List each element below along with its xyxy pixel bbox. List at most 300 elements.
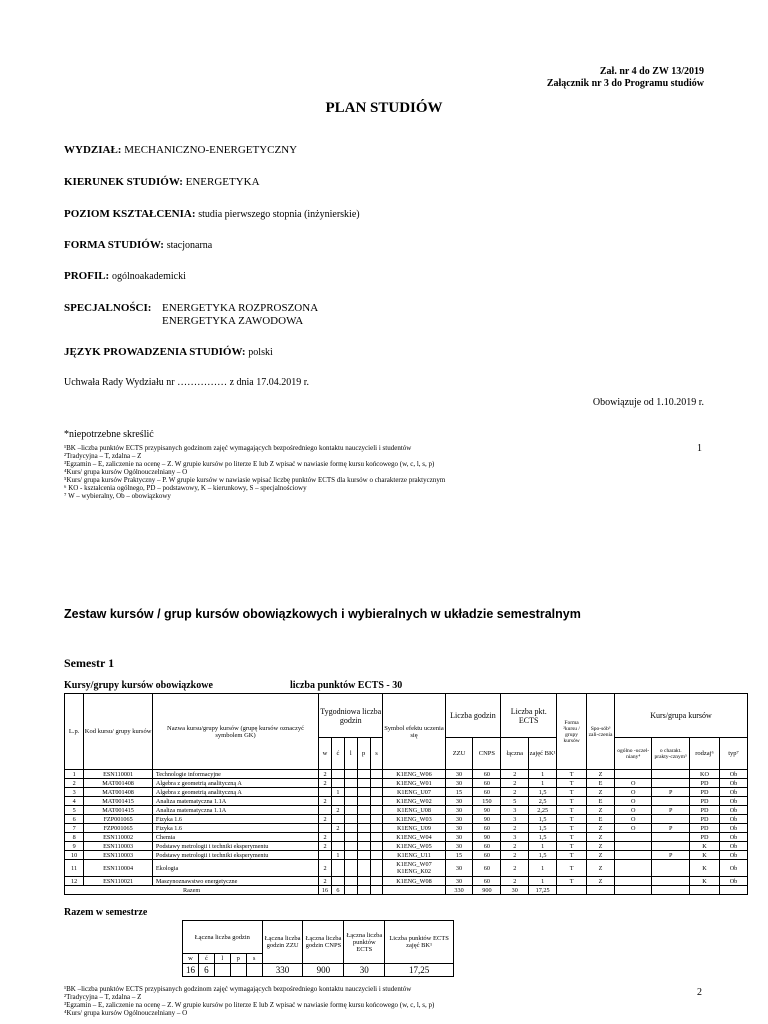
cell-kod: ESN110004 bbox=[84, 860, 153, 877]
cell-sposob: Z bbox=[587, 833, 615, 842]
cell-c: 1 bbox=[331, 788, 344, 797]
document-reference bbox=[547, 66, 704, 90]
cell-cnps: 60 bbox=[473, 860, 501, 877]
cell-zzu: 30 bbox=[445, 833, 473, 842]
cell-lp: 4 bbox=[65, 797, 84, 806]
summary-p: p bbox=[230, 954, 246, 964]
cell-lp: 2 bbox=[65, 779, 84, 788]
cell-p bbox=[357, 824, 370, 833]
cell-bk: 1,5 bbox=[529, 824, 557, 833]
cell-lp: 7 bbox=[65, 824, 84, 833]
cell-l bbox=[344, 860, 357, 877]
attachment-line-2: Załącznik nr 3 do Programu studiów bbox=[546, 78, 704, 89]
cell-cnps: 90 bbox=[473, 806, 501, 815]
cell-forma: T bbox=[557, 860, 587, 877]
cell-l bbox=[344, 797, 357, 806]
header-bk: zajęć BK¹ bbox=[529, 738, 557, 770]
cell-w: 2 bbox=[319, 815, 332, 824]
cell-cnps: 60 bbox=[473, 851, 501, 860]
table-row bbox=[65, 815, 748, 824]
cell-ects: 3 bbox=[501, 815, 529, 824]
cell-symbol: K1ENG_W04 bbox=[383, 833, 445, 842]
summary-l: l bbox=[214, 954, 230, 964]
course-rows bbox=[65, 770, 748, 886]
cell-p bbox=[357, 770, 370, 779]
cell-sposob: Z bbox=[587, 842, 615, 851]
cell-rodzaj: KO bbox=[690, 770, 720, 779]
footnotes-page-2: ¹BK –liczba punktów ECTS przypisanych godzinom zajęć wymagających bezpośredniego kontaktu nauczycieli i studentów ²Tradycyjna – T, zdalna – Z ³Egzamin – E, zaliczenie na ocenę – Z. W grupie kursów po literze E lub Z wpisać w nawiasie formę kursu końcowego (w, c, l, s, p) ⁴Kurs/ grupa kursów Ogólnouczelniany – O bbox=[64, 985, 435, 1017]
header-hours: Liczba godzin bbox=[445, 694, 501, 738]
summary-value-bk: 17,25 bbox=[385, 964, 454, 977]
cell-zzu: 30 bbox=[445, 815, 473, 824]
cell-cnps: 90 bbox=[473, 833, 501, 842]
cell-typ: Ob bbox=[720, 833, 748, 842]
cell-p bbox=[357, 851, 370, 860]
total-zzu: 330 bbox=[445, 886, 473, 895]
cell-lp: 10 bbox=[65, 851, 84, 860]
header-total: łączna bbox=[501, 738, 529, 770]
table-row bbox=[65, 806, 748, 815]
header-kind: rodzaj⁶ bbox=[690, 738, 720, 770]
summary-value-zzu: 330 bbox=[262, 964, 303, 977]
cell-bk: 1,5 bbox=[529, 833, 557, 842]
cell-zzu: 15 bbox=[445, 788, 473, 797]
cell-p bbox=[357, 833, 370, 842]
cell-symbol: K1ENG_U09 bbox=[383, 824, 445, 833]
cell-ects: 2 bbox=[501, 860, 529, 877]
cell-kod: ESN110003 bbox=[84, 842, 153, 851]
cell-ects: 2 bbox=[501, 851, 529, 860]
header-course-name: Nazwa kursu/grupy kursów (grupę kursów oznaczyć symbolem GK) bbox=[152, 694, 318, 770]
header-ects: Liczba pkt. ECTS bbox=[501, 694, 557, 738]
cell-cnps: 60 bbox=[473, 788, 501, 797]
cell-forma: T bbox=[557, 806, 587, 815]
cell-typ: Ob bbox=[720, 806, 748, 815]
cell-sposob: Z bbox=[587, 877, 615, 886]
cell-symbol: K1ENG_U07 bbox=[383, 788, 445, 797]
effective-date: Obowiązuje od 1.10.2019 r. bbox=[592, 397, 704, 408]
table-row bbox=[65, 851, 748, 860]
cell-lp: 8 bbox=[65, 833, 84, 842]
header-l: l bbox=[344, 738, 357, 770]
specializations: SPECJALNOŚCI: bbox=[64, 302, 152, 314]
cell-l bbox=[344, 851, 357, 860]
cell-prakt bbox=[652, 860, 690, 877]
cell-l bbox=[344, 779, 357, 788]
cell-ogolno: O bbox=[614, 806, 652, 815]
cell-ects: 2 bbox=[501, 842, 529, 851]
summary-title: Razem w semestrze bbox=[64, 907, 148, 918]
page-number-1: 1 bbox=[697, 443, 702, 454]
field-of-study: KIERUNEK STUDIÓW: ENERGETYKA bbox=[64, 176, 260, 188]
language-field: JĘZYK PROWADZENIA STUDIÓW: polski bbox=[64, 346, 273, 358]
cell-nazwa: Algebra z geometrią analityczną A bbox=[152, 779, 318, 788]
cell-c bbox=[331, 770, 344, 779]
cell-ogolno bbox=[614, 851, 652, 860]
header-w: w bbox=[319, 738, 332, 770]
cell-w: 2 bbox=[319, 860, 332, 877]
header-form: Forma ²kursu / grupy kursów bbox=[557, 694, 587, 770]
cell-symbol: K1ENG_W05 bbox=[383, 842, 445, 851]
cell-zzu: 30 bbox=[445, 824, 473, 833]
resolution-line: Uchwała Rady Wydziału nr …………… z dnia 17.04.2019 r. bbox=[64, 377, 309, 388]
total-bk: 17,25 bbox=[529, 886, 557, 895]
cell-l bbox=[344, 842, 357, 851]
cell-s bbox=[370, 860, 383, 877]
summary-cnps-header: Łączna liczba godzin CNPS bbox=[303, 921, 344, 964]
cell-prakt bbox=[652, 833, 690, 842]
cell-bk: 2,5 bbox=[529, 797, 557, 806]
cell-s bbox=[370, 851, 383, 860]
cell-p bbox=[357, 842, 370, 851]
header-lp: L.p. bbox=[65, 694, 84, 770]
cell-w: 2 bbox=[319, 770, 332, 779]
cell-kod: ESN110002 bbox=[84, 833, 153, 842]
cell-forma: T bbox=[557, 788, 587, 797]
cell-rodzaj: PD bbox=[690, 806, 720, 815]
table-row bbox=[65, 842, 748, 851]
cell-ects: 2 bbox=[501, 788, 529, 797]
cell-sposob: Z bbox=[587, 770, 615, 779]
cell-symbol: K1ENG_U08 bbox=[383, 806, 445, 815]
cell-rodzaj: K bbox=[690, 842, 720, 851]
cell-lp: 9 bbox=[65, 842, 84, 851]
cell-c: 1 bbox=[331, 851, 344, 860]
cell-rodzaj: PD bbox=[690, 833, 720, 842]
cell-nazwa: Maszynoznawstwo energetyczne bbox=[152, 877, 318, 886]
summary-zzu-header: Łączna liczba godzin ZZU bbox=[262, 921, 303, 964]
header-weekly-hours: Tygodniowa liczba godzin bbox=[319, 694, 383, 738]
cell-p bbox=[357, 860, 370, 877]
cell-prakt bbox=[652, 842, 690, 851]
total-w: 16 bbox=[319, 886, 332, 895]
cell-typ: Ob bbox=[720, 797, 748, 806]
summary-w: w bbox=[183, 954, 199, 964]
cell-p bbox=[357, 877, 370, 886]
cell-ects: 2 bbox=[501, 770, 529, 779]
faculty-field: WYDZIAŁ: MECHANICZNO-ENERGETYCZNY bbox=[64, 144, 298, 156]
cell-l bbox=[344, 788, 357, 797]
cell-symbol: K1ENG_W07 K1ENG_K02 bbox=[383, 860, 445, 877]
cell-zzu: 30 bbox=[445, 797, 473, 806]
cell-c: 2 bbox=[331, 824, 344, 833]
cell-typ: Ob bbox=[720, 770, 748, 779]
summary-value-ects: 30 bbox=[344, 964, 385, 977]
cell-lp: 5 bbox=[65, 806, 84, 815]
cell-ects: 3 bbox=[501, 833, 529, 842]
summary-value-c: 6 bbox=[198, 964, 214, 977]
cell-s bbox=[370, 842, 383, 851]
cell-prakt bbox=[652, 815, 690, 824]
cell-s bbox=[370, 779, 383, 788]
cell-nazwa: Podstawy metrologii i techniki eksperymentu bbox=[152, 851, 318, 860]
cell-zzu: 30 bbox=[445, 779, 473, 788]
summary-value-w: 16 bbox=[183, 964, 199, 977]
cell-sposob: E bbox=[587, 797, 615, 806]
cell-typ: Ob bbox=[720, 877, 748, 886]
cell-nazwa: Fizyka 1.6 bbox=[152, 815, 318, 824]
cell-w bbox=[319, 824, 332, 833]
cell-typ: Ob bbox=[720, 860, 748, 877]
header-university-wide: ogólno -uczel-niany⁴ bbox=[614, 738, 652, 770]
cell-kod: MAT001408 bbox=[84, 788, 153, 797]
cell-nazwa: Podstawy metrologii i techniki eksperymentu bbox=[152, 842, 318, 851]
cell-kod: MAT001408 bbox=[84, 779, 153, 788]
cell-w bbox=[319, 851, 332, 860]
cell-forma: T bbox=[557, 877, 587, 886]
semester-summary-table bbox=[182, 920, 454, 977]
cell-ects: 2 bbox=[501, 779, 529, 788]
cell-bk: 2,25 bbox=[529, 806, 557, 815]
profile-field: PROFIL: ogólnoakademicki bbox=[64, 270, 186, 282]
cell-cnps: 60 bbox=[473, 824, 501, 833]
cell-ects: 5 bbox=[501, 797, 529, 806]
footnotes-page-1: ¹BK –liczba punktów ECTS przypisanych godzinom zajęć wymagających bezpośredniego kontaktu nauczycieli i studentów ²Tradycyjna – T, zdalna – Z ³Egzamin – E, zaliczenie na ocenę – Z. W grupie kursów po literze E lub Z wpisać w nawiasie formę kursu końcowego (w, c, l, s, p) ⁴Kurs/ grupa kursów Ogólnouczelniany – O ⁵Kurs/ grupa kursów Praktyczny – P. W grupie kursów w nawiasie wpisać liczbę punktów ECTS dla kursów o charakterze praktycznym ⁶ KO - kształcenia ogólnego, PD – podstawowy, K – kierunkowy, S – specjalnościowy ⁷ W – wybieralny, Ob – obowiązkowy bbox=[64, 444, 446, 500]
table-row bbox=[65, 779, 748, 788]
cell-ogolno: O bbox=[614, 788, 652, 797]
table-row bbox=[65, 877, 748, 886]
cell-cnps: 90 bbox=[473, 815, 501, 824]
cell-l bbox=[344, 806, 357, 815]
cell-symbol: K1ENG_W08 bbox=[383, 877, 445, 886]
summary-c: ć bbox=[198, 954, 214, 964]
cell-sposob: Z bbox=[587, 806, 615, 815]
cell-ogolno bbox=[614, 842, 652, 851]
study-form: FORMA STUDIÓW: stacjonarna bbox=[64, 239, 213, 251]
mandatory-courses-label: Kursy/grupy kursów obowiązkowe bbox=[64, 680, 213, 691]
specialization-list: ENERGETYKA ROZPROSZONA ENERGETYKA ZAWODOWA bbox=[162, 302, 319, 327]
total-ects: 30 bbox=[501, 886, 529, 895]
cell-s bbox=[370, 797, 383, 806]
cell-w: 2 bbox=[319, 877, 332, 886]
cell-bk: 1 bbox=[529, 842, 557, 851]
cell-kod: MAT001415 bbox=[84, 806, 153, 815]
cell-prakt: P bbox=[652, 806, 690, 815]
page-number-2: 2 bbox=[697, 987, 702, 998]
cell-ogolno: O bbox=[614, 824, 652, 833]
cell-typ: Ob bbox=[720, 851, 748, 860]
table-row bbox=[65, 788, 748, 797]
cell-ogolno bbox=[614, 833, 652, 842]
cell-forma: T bbox=[557, 851, 587, 860]
header-assessment: Spo-sób³ zali-czenia bbox=[587, 694, 615, 770]
total-label: Razem bbox=[65, 886, 319, 895]
cell-rodzaj: K bbox=[690, 860, 720, 877]
cell-prakt: P bbox=[652, 824, 690, 833]
cell-ogolno bbox=[614, 770, 652, 779]
cell-kod: ESN110001 bbox=[84, 770, 153, 779]
summary-hours-header: Łączna liczba godzin bbox=[183, 921, 263, 954]
header-type: typ⁷ bbox=[720, 738, 748, 770]
cell-s bbox=[370, 815, 383, 824]
cell-s bbox=[370, 824, 383, 833]
header-practical: o charakt. prakty-cznym⁵ bbox=[652, 738, 690, 770]
cell-c bbox=[331, 877, 344, 886]
cell-l bbox=[344, 833, 357, 842]
cell-zzu: 30 bbox=[445, 842, 473, 851]
cell-nazwa: Technologie informacyjne bbox=[152, 770, 318, 779]
course-plan-table bbox=[64, 693, 748, 895]
cell-w bbox=[319, 806, 332, 815]
cell-c bbox=[331, 815, 344, 824]
cell-kod: FZP001065 bbox=[84, 815, 153, 824]
cell-c bbox=[331, 842, 344, 851]
cell-zzu: 30 bbox=[445, 877, 473, 886]
cell-sposob: Z bbox=[587, 824, 615, 833]
cell-bk: 1,5 bbox=[529, 815, 557, 824]
header-course-group: Kurs/grupa kursów bbox=[614, 694, 747, 738]
table-row bbox=[65, 860, 748, 877]
cell-rodzaj: PD bbox=[690, 788, 720, 797]
cell-typ: Ob bbox=[720, 842, 748, 851]
cell-kod: ESN110021 bbox=[84, 877, 153, 886]
cell-bk: 1,5 bbox=[529, 851, 557, 860]
attachment-line-1: Zał. nr 4 do ZW 13/2019 bbox=[599, 66, 704, 77]
table-row bbox=[65, 824, 748, 833]
cell-w: 2 bbox=[319, 779, 332, 788]
cell-nazwa: Algebra z geometrią analityczną A bbox=[152, 788, 318, 797]
cell-w bbox=[319, 788, 332, 797]
cell-prakt: P bbox=[652, 788, 690, 797]
cell-prakt bbox=[652, 770, 690, 779]
cell-p bbox=[357, 815, 370, 824]
cell-s bbox=[370, 833, 383, 842]
cell-typ: Ob bbox=[720, 788, 748, 797]
cell-kod: ESN110003 bbox=[84, 851, 153, 860]
header-code: Kod kursu/ grupy kursów bbox=[84, 694, 153, 770]
cell-lp: 3 bbox=[65, 788, 84, 797]
cell-rodzaj: PD bbox=[690, 779, 720, 788]
cell-prakt bbox=[652, 797, 690, 806]
cell-bk: 1 bbox=[529, 779, 557, 788]
summary-bk-header: Liczba punktów ECTS zajęć BK¹ bbox=[385, 921, 454, 964]
cell-p bbox=[357, 797, 370, 806]
cell-sposob: E bbox=[587, 815, 615, 824]
cell-bk: 1 bbox=[529, 860, 557, 877]
cell-kod: FZP001065 bbox=[84, 824, 153, 833]
ects-total-label: liczba punktów ECTS - 30 bbox=[290, 680, 403, 691]
cell-symbol: K1ENG_U11 bbox=[383, 851, 445, 860]
cell-symbol: K1ENG_W02 bbox=[383, 797, 445, 806]
cell-cnps: 60 bbox=[473, 770, 501, 779]
cell-nazwa: Analiza matematyczna 1.1A bbox=[152, 806, 318, 815]
cell-w: 2 bbox=[319, 833, 332, 842]
cell-zzu: 15 bbox=[445, 851, 473, 860]
cell-ogolno: O bbox=[614, 779, 652, 788]
section-title: Zestaw kursów / grup kursów obowiązkowych i wybieralnych w układzie semestralnym bbox=[64, 607, 581, 621]
cell-ogolno bbox=[614, 860, 652, 877]
cell-bk: 1,5 bbox=[529, 788, 557, 797]
cell-prakt bbox=[652, 779, 690, 788]
cell-l bbox=[344, 877, 357, 886]
header-c: ć bbox=[331, 738, 344, 770]
cell-s bbox=[370, 770, 383, 779]
cell-ects: 2 bbox=[501, 824, 529, 833]
cell-s bbox=[370, 877, 383, 886]
cell-forma: T bbox=[557, 779, 587, 788]
summary-s: s bbox=[246, 954, 262, 964]
cell-cnps: 60 bbox=[473, 842, 501, 851]
total-c: 6 bbox=[331, 886, 344, 895]
cell-forma: T bbox=[557, 824, 587, 833]
cell-c bbox=[331, 779, 344, 788]
cell-bk: 1 bbox=[529, 770, 557, 779]
cell-rodzaj: PD bbox=[690, 797, 720, 806]
total-row bbox=[65, 886, 748, 895]
cell-p bbox=[357, 788, 370, 797]
cell-symbol: K1ENG_W03 bbox=[383, 815, 445, 824]
cell-c bbox=[331, 833, 344, 842]
cell-prakt bbox=[652, 877, 690, 886]
cell-bk: 1 bbox=[529, 877, 557, 886]
table-row bbox=[65, 797, 748, 806]
cell-rodzaj: K bbox=[690, 877, 720, 886]
total-cnps: 900 bbox=[473, 886, 501, 895]
cell-l bbox=[344, 770, 357, 779]
cell-ogolno bbox=[614, 877, 652, 886]
cell-cnps: 60 bbox=[473, 779, 501, 788]
cell-nazwa: Chemia bbox=[152, 833, 318, 842]
cell-rodzaj: PD bbox=[690, 824, 720, 833]
cell-typ: Ob bbox=[720, 815, 748, 824]
cell-typ: Ob bbox=[720, 824, 748, 833]
cell-sposob: E bbox=[587, 779, 615, 788]
cell-lp: 1 bbox=[65, 770, 84, 779]
table-row bbox=[65, 833, 748, 842]
education-level: POZIOM KSZTAŁCENIA: studia pierwszego stopnia (inżynierskie) bbox=[64, 208, 360, 220]
cell-s bbox=[370, 806, 383, 815]
cell-rodzaj: PD bbox=[690, 815, 720, 824]
cell-kod: MAT001415 bbox=[84, 797, 153, 806]
cell-ogolno: O bbox=[614, 797, 652, 806]
cell-lp: 12 bbox=[65, 877, 84, 886]
cell-forma: T bbox=[557, 815, 587, 824]
cell-forma: T bbox=[557, 833, 587, 842]
cell-typ: Ob bbox=[720, 779, 748, 788]
header-symbol: Symbol efektu uczenia się bbox=[383, 694, 445, 770]
cell-zzu: 30 bbox=[445, 770, 473, 779]
cell-l bbox=[344, 824, 357, 833]
page-title: PLAN STUDIÓW bbox=[325, 100, 443, 116]
cell-nazwa: Analiza matematyczna 1.1A bbox=[152, 797, 318, 806]
header-cnps: CNPS bbox=[473, 738, 501, 770]
cell-sposob: Z bbox=[587, 788, 615, 797]
cell-lp: 11 bbox=[65, 860, 84, 877]
cell-nazwa: Fizyka 1.6 bbox=[152, 824, 318, 833]
cell-s bbox=[370, 788, 383, 797]
cell-zzu: 30 bbox=[445, 860, 473, 877]
cell-l bbox=[344, 815, 357, 824]
cell-w: 2 bbox=[319, 842, 332, 851]
cell-rodzaj: K bbox=[690, 851, 720, 860]
cell-c: 2 bbox=[331, 806, 344, 815]
cell-prakt: P bbox=[652, 851, 690, 860]
cell-c bbox=[331, 797, 344, 806]
cell-c bbox=[331, 860, 344, 877]
header-s: s bbox=[370, 738, 383, 770]
summary-ects-header: Łączna liczba punktów ECTS bbox=[344, 921, 385, 964]
cell-p bbox=[357, 806, 370, 815]
header-p: p bbox=[357, 738, 370, 770]
cell-p bbox=[357, 779, 370, 788]
cell-forma: T bbox=[557, 770, 587, 779]
cell-cnps: 150 bbox=[473, 797, 501, 806]
cell-sposob: Z bbox=[587, 851, 615, 860]
cell-symbol: K1ENG_W06 bbox=[383, 770, 445, 779]
cell-symbol: K1ENG_W01 bbox=[383, 779, 445, 788]
cell-ects: 3 bbox=[501, 806, 529, 815]
semester-title: Semestr 1 bbox=[64, 656, 115, 670]
